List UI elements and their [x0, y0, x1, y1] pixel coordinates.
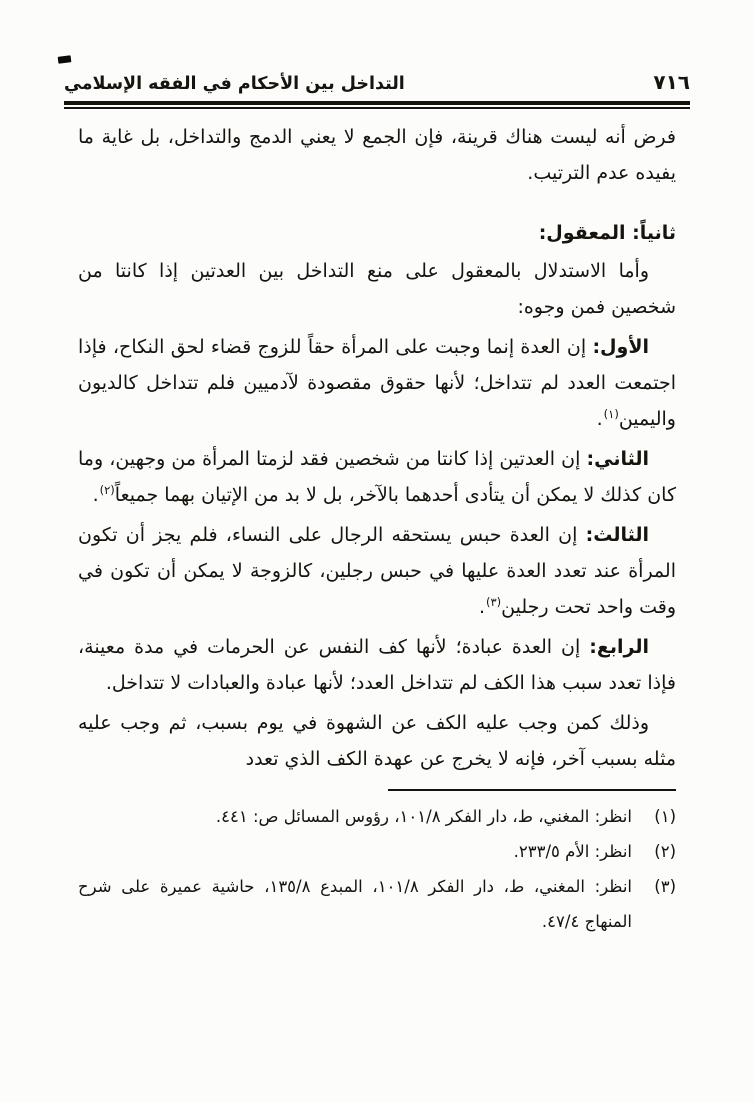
- scan-ink-mark: [58, 55, 72, 64]
- lead-paragraph: وأما الاستدلال بالمعقول على منع التداخل بين العدتين إذا كانتا من شخصين فمن وجوه:: [78, 260, 676, 318]
- footnote-item-1: [78, 799, 676, 834]
- point-label: الرابع:: [589, 636, 649, 658]
- point-tail: .: [596, 408, 603, 430]
- running-header: [64, 70, 690, 94]
- point-label: الثالث:: [585, 524, 649, 546]
- point-text: إن العدة عبادة؛ لأنها كف النفس عن الحرمات في مدة معينة، فإذا تعدد سبب هذا الكف لم تتداخل العدد؛ لأنها عبادة والعبادات لا تتداخل.: [78, 636, 676, 694]
- point-text: إن العدة حبس يستحقه الرجال على النساء، فلم يجز أن تكون المرأة عند تعدد العدة عليها في حبس رجلين، كالزوجة لا يمكن أن تكون في وقت واحد تحت رجلين: [78, 524, 676, 618]
- point-text: إن العدتين إذا كانتا من شخصين فقد لزمتا المرأة من وجهين، وما كان كذلك لا يمكن أن يتأدى أحدهما بالآخر، بل لا بد من الإتيان بهما جميعاً: [78, 448, 676, 506]
- point-paragraph-3: [78, 517, 676, 625]
- page-number: ٧١٦: [653, 70, 690, 94]
- footnote-text: انظر: الأم ٢٣٣/٥.: [513, 842, 632, 861]
- point-paragraph-4: [78, 629, 676, 701]
- point-tail: .: [92, 484, 99, 506]
- closing-paragraph: وذلك كمن وجب عليه الكف عن الشهوة في يوم بسبب، ثم وجب عليه مثله بسبب آخر، فإنه لا يخرج عن عهدة الكف الذي تعدد: [78, 712, 676, 770]
- footnotes-separator-rule: [388, 789, 676, 791]
- footnote-text: انظر: المغني، ط، دار الفكر ١٠١/٨، رؤوس المسائل ص: ٤٤١.: [215, 807, 632, 826]
- body-text: [78, 119, 676, 777]
- header-rule-thick: [64, 101, 690, 105]
- header-rule-thin: [64, 107, 690, 109]
- footnote-item-2: [78, 834, 676, 869]
- point-tail: .: [478, 596, 485, 618]
- page-header-section: [64, 70, 690, 109]
- point-text: إن العدة إنما وجبت على المرأة حقاً للزوج قضاء لحق النكاح، فإذا اجتمعت العدد لم تتداخل؛ لأنها حقوق مقصودة لآدميين فلم تتداخل كالديون واليمين: [78, 336, 676, 430]
- footnote-marker: (٢): [654, 842, 676, 861]
- point-label: الثاني:: [586, 448, 650, 470]
- footnote-item-3: [78, 869, 676, 939]
- point-label: الأول:: [592, 336, 649, 358]
- footnotes-section: [78, 799, 676, 939]
- point-paragraph-2: [78, 441, 676, 513]
- footnote-ref-3: (٣): [485, 595, 502, 609]
- point-paragraph-1: [78, 329, 676, 437]
- opening-paragraph: فرض أنه ليست هناك قرينة، فإن الجمع لا يعني الدمج والتداخل، بل غاية ما يفيده عدم الترتيب.: [78, 126, 676, 184]
- footnote-marker: (٣): [654, 877, 676, 896]
- footnote-marker: (١): [654, 807, 676, 826]
- footnote-ref-2: (٢): [99, 483, 115, 497]
- book-title: التداخل بين الأحكام في الفقه الإسلامي: [64, 74, 405, 94]
- section-heading: ثانياً: المعقول:: [538, 222, 676, 244]
- footnote-text: انظر: المغني، ط، دار الفكر ١٠١/٨، المبدع ١٣٥/٨، حاشية عميرة على شرح المنهاج ٤٧/٤.: [78, 877, 633, 931]
- footnote-ref-1: (١): [603, 407, 619, 421]
